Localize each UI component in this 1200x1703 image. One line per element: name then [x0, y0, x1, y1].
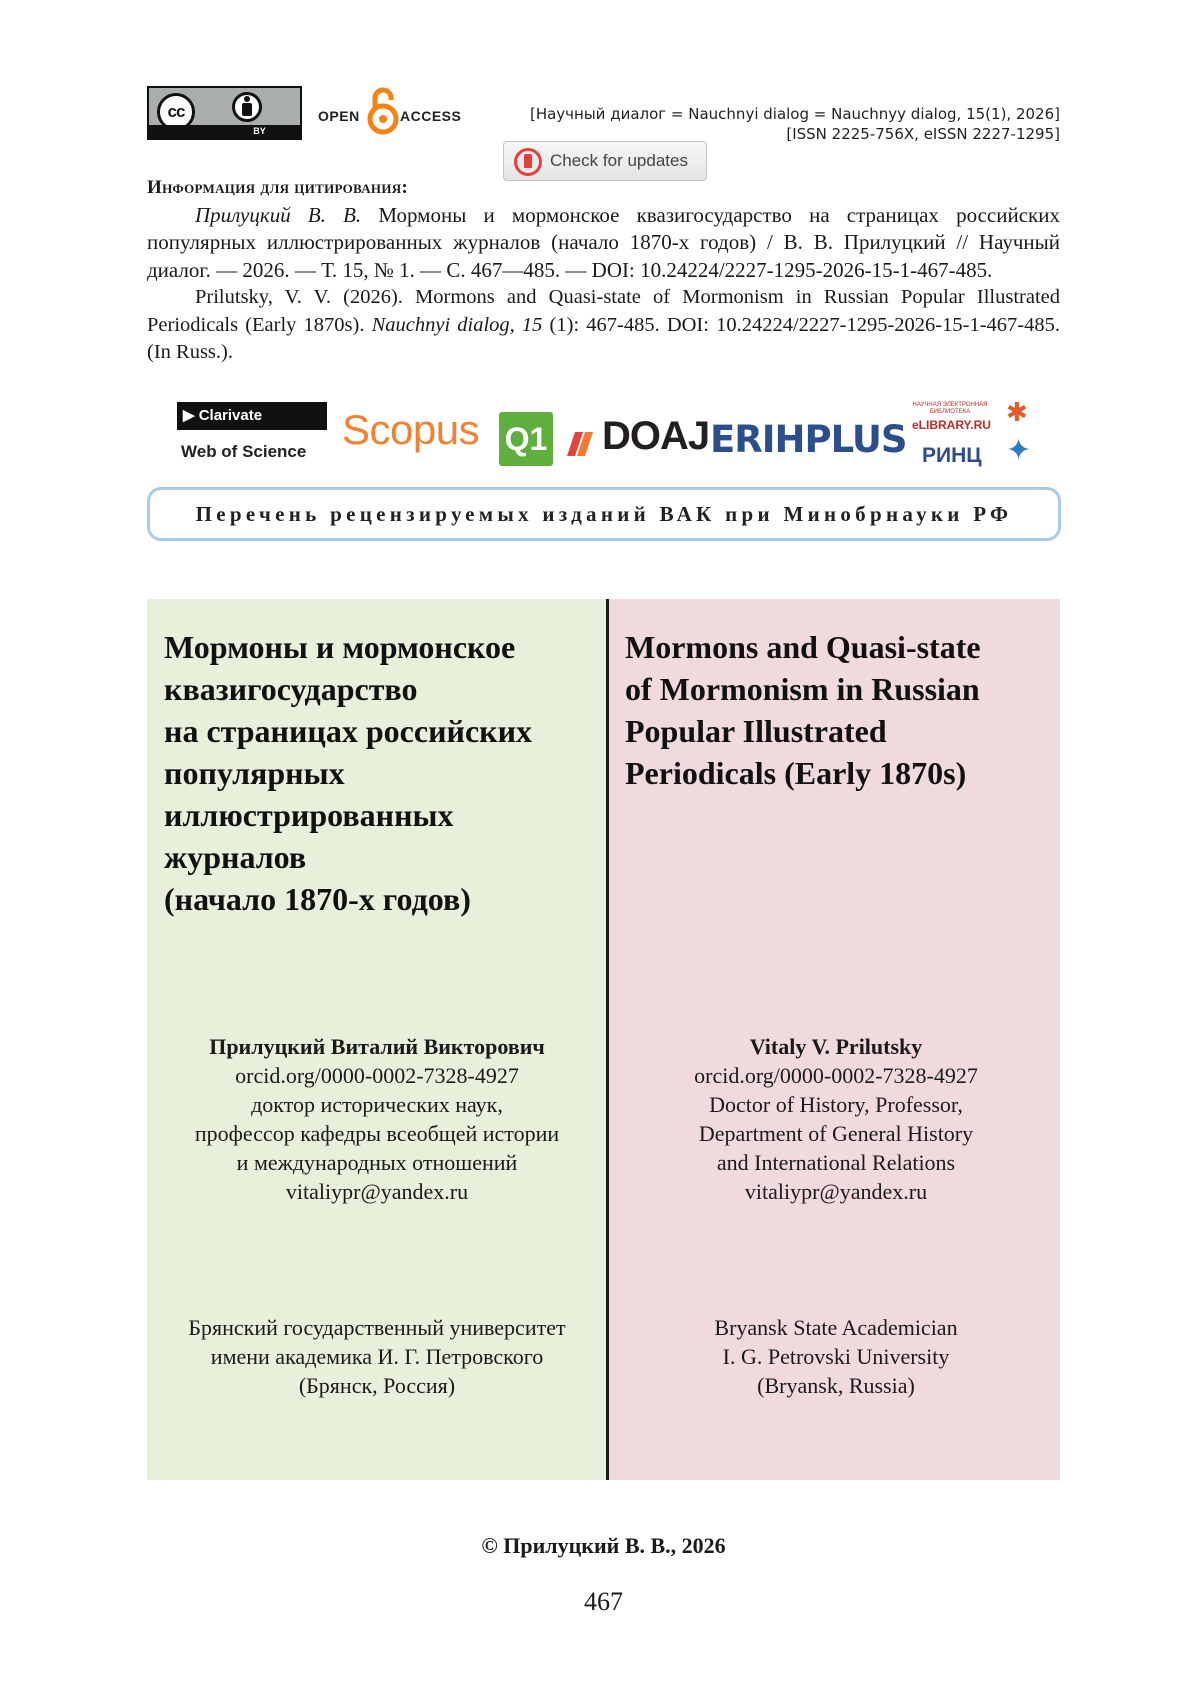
by-attribution-icon-head — [244, 96, 250, 102]
article-title-english — [625, 626, 1050, 794]
author-department: and International Relations — [716, 1150, 956, 1175]
elibrary-small-caption: НАУЧНАЯ ЭЛЕКТРОННАЯ БИБЛИОТЕКА — [912, 402, 988, 415]
title-ru-line: (начало 1870-х годов) — [164, 881, 471, 917]
affiliation-russian — [157, 1313, 597, 1400]
affiliation-line: Брянский государственный университет — [188, 1315, 566, 1340]
affiliation-line: I. G. Petrovski University — [722, 1344, 950, 1369]
citation-block — [147, 174, 1060, 367]
journal-reference — [530, 104, 1060, 144]
doaj-logo[interactable]: DOAJ — [602, 414, 710, 458]
q1-badge: Q1 — [499, 412, 553, 466]
elibrary-person-icon: ✦ — [1006, 434, 1032, 467]
title-ru-line: журналов — [164, 839, 307, 875]
author-name: Прилуцкий Виталий Викторович — [209, 1034, 545, 1059]
journal-reference-line2: [ISSN 2225-756X, eISSN 2227-1295] — [786, 125, 1060, 143]
title-ru-line: Мормоны и мормонское — [164, 629, 516, 665]
elibrary-star-icon: ✱ — [1006, 398, 1028, 427]
elibrary-name: eLIBRARY.RU — [912, 418, 991, 432]
title-en-line: Popular Illustrated — [625, 713, 887, 749]
open-access-access-text: ACCESS — [400, 108, 462, 124]
author-position: профессор кафедры всеобщей истории — [194, 1121, 560, 1146]
erihplus-logo[interactable]: ERIHPLUS — [710, 418, 907, 461]
author-email-link[interactable]: vitaliypr@yandex.ru — [744, 1179, 928, 1204]
title-ru-line: иллюстрированных — [164, 797, 454, 833]
author-degree: доктор исторических наук, — [251, 1092, 503, 1117]
affiliation-line: (Брянск, Россия) — [298, 1373, 456, 1398]
citation-english — [147, 284, 1060, 367]
affiliation-line: имени академика И. Г. Петровского — [210, 1344, 544, 1369]
citation-ru-author: Прилуцкий В. В. — [195, 202, 362, 227]
crossmark-icon — [514, 148, 542, 176]
by-attribution-icon-body — [242, 103, 252, 116]
vak-list-banner: Перечень рецензируемых изданий ВАК при Минобрнауки РФ — [147, 487, 1061, 541]
cc-by-label: BY — [149, 125, 300, 138]
open-access-open-text: OPEN — [318, 108, 360, 124]
affiliation-line: (Bryansk, Russia) — [757, 1373, 915, 1398]
clarivate-logo[interactable]: ▶ Clarivate — [177, 402, 327, 430]
citation-russian — [147, 202, 1060, 285]
scopus-logo[interactable]: Scopus — [342, 406, 480, 453]
author-department: и международных отношений — [236, 1150, 518, 1175]
open-access-lock-icon — [366, 86, 400, 136]
citation-en-journal: Nauchnyi dialog, 15 — [371, 313, 543, 336]
title-en-line: Mormons and Quasi-state — [625, 629, 981, 665]
citation-heading: Информация для цитирования: — [147, 177, 409, 198]
citation-en-text-1: Prilutsky, V. V. (2026). Mormons and Quasi-state of Mormonism in Russian Popular Illustrated Periodicals (Early 1870s). — [147, 286, 1060, 336]
affiliation-line: Bryansk State Academician — [714, 1315, 958, 1340]
clarivate-label: Clarivate — [198, 407, 263, 424]
author-orcid-link[interactable]: orcid.org/0000-0002-7328-4927 — [235, 1063, 519, 1088]
elibrary-rinc-logo[interactable] — [910, 398, 1060, 474]
title-en-line: Periodicals (Early 1870s) — [625, 755, 967, 791]
indexing-logos — [147, 398, 1060, 474]
open-access-logo — [318, 86, 462, 138]
author-email-link[interactable]: vitaliypr@yandex.ru — [285, 1179, 469, 1204]
rinc-label: РИНЦ — [922, 444, 982, 467]
author-name: Vitaly V. Prilutsky — [749, 1034, 923, 1059]
title-ru-line: квазигосударство — [164, 671, 418, 707]
doaj-mark-icon — [565, 426, 599, 460]
cc-by-license-badge[interactable] — [147, 86, 302, 140]
title-en-line: of Mormonism in Russian — [625, 671, 980, 707]
panel-divider — [606, 599, 609, 1480]
journal-reference-line1: [Научный диалог = Nauchnyi dialog = Nauchnyy dialog, 15(1), 2026] — [529, 105, 1060, 123]
author-orcid-link[interactable]: orcid.org/0000-0002-7328-4927 — [694, 1063, 978, 1088]
author-position: Department of General History — [698, 1121, 974, 1146]
article-title-russian — [164, 626, 594, 920]
author-degree: Doctor of History, Professor, — [709, 1092, 963, 1117]
affiliation-english — [616, 1313, 1056, 1400]
author-info-russian — [157, 1032, 597, 1206]
page-number: 467 — [584, 1587, 623, 1616]
cc-license-icon: cc — [157, 93, 195, 131]
copyright-notice: © Прилуцкий В. В., 2026 — [481, 1533, 726, 1558]
title-ru-line: на страницах российских — [164, 713, 533, 749]
title-ru-line: популярных — [164, 755, 345, 791]
citation-en-text-2: (1): 467-485. DOI: 10.24224/2227-1295-2026-15-1-467-485. (In Russ.). — [147, 313, 1060, 363]
check-for-updates-label: Check for updates — [550, 151, 688, 170]
author-info-english — [616, 1032, 1056, 1206]
citation-ru-text: Мормоны и мормонское квазигосударство на страницах российских популярных иллюстрированных журналов (начало 1870-х годов) / В. В. Прилуцкий // Научный диалог. — 2026. — Т. 15, № 1. — С. 467—485. — DOI: 10.24224/2227-1295-2026-15-1-467-485. — [147, 202, 1060, 282]
web-of-science-logo[interactable]: Web of Science — [181, 442, 307, 461]
